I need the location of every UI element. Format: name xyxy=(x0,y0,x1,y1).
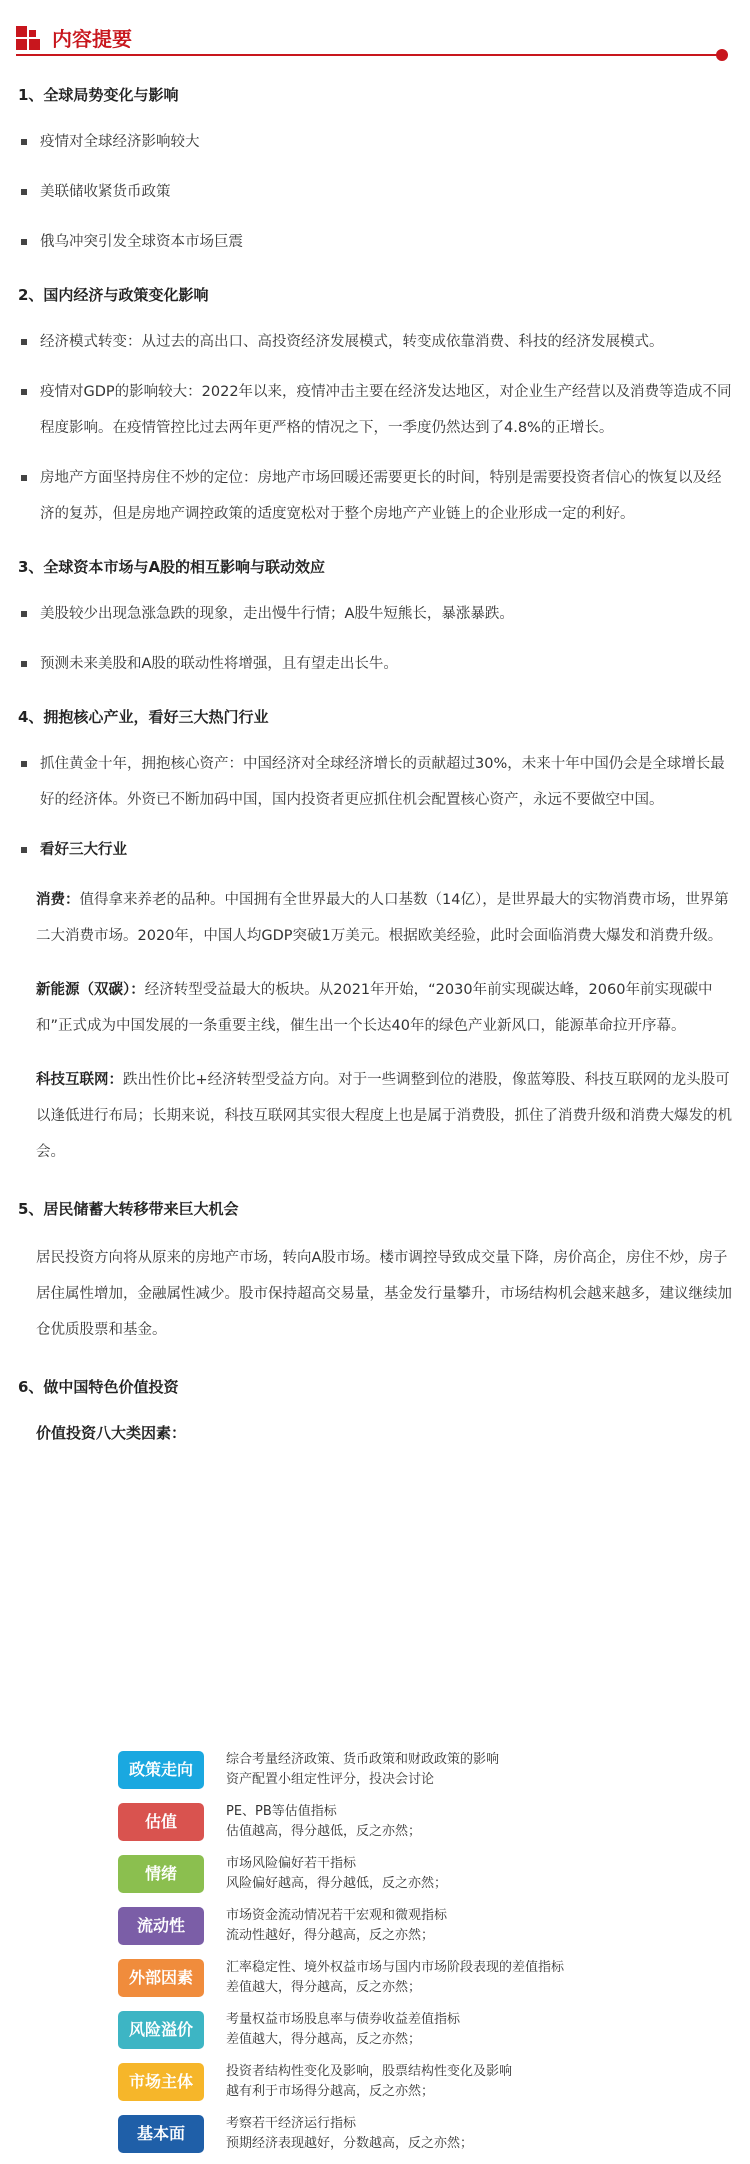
factor-line: 考量权益市场股息率与债券收益差值指标 xyxy=(226,2012,461,2027)
industry-label: 科技互联网： xyxy=(36,1072,123,1088)
page-title: 内容提要 xyxy=(52,27,132,51)
factor-description xyxy=(226,1802,676,1842)
header-divider xyxy=(16,54,722,56)
list-item xyxy=(18,460,732,532)
factor-line: PE、PB等估值指标 xyxy=(226,1804,337,1819)
factor-line: 估值越高，得分越低，反之亦然； xyxy=(226,1824,422,1839)
bullet-square-icon xyxy=(21,761,27,767)
industry-label: 消费： xyxy=(36,892,80,908)
bullet-square-icon xyxy=(21,611,27,617)
factor-row xyxy=(118,2008,678,2060)
list-item xyxy=(18,646,732,682)
factor-line: 市场风险偏好若干指标 xyxy=(226,1856,357,1871)
industry-text: 经济转型受益最大的板块。从2021年开始，“2030年前实现碳达峰，2060年前实现碳中和”正式成为中国发展的一条重要主线，催生出一个长达40年的绿色产业新风口，能源革命拉开序幕。 xyxy=(36,982,713,1034)
factor-row xyxy=(118,1852,678,1904)
factor-line: 考察若干经济运行指标 xyxy=(226,2116,357,2131)
divider-dot-icon xyxy=(716,49,728,61)
list-item xyxy=(18,224,732,260)
factor-badge: 情绪 xyxy=(118,1855,204,1893)
article-body xyxy=(18,66,732,1454)
factor-table xyxy=(118,1748,678,2164)
list-item-text: 俄乌冲突引发全球资本市场巨震 xyxy=(40,234,243,250)
factor-description xyxy=(226,2010,676,2050)
section-heading: 2、国内经济与政策变化影响 xyxy=(18,286,209,304)
list-item xyxy=(18,746,732,818)
list-item xyxy=(18,596,732,632)
industry-tech-internet xyxy=(18,1062,732,1170)
factor-line: 差值越大，得分越高，反之亦然； xyxy=(226,1980,422,1995)
factor-line: 投资者结构性变化及影响，股票结构性变化及影响 xyxy=(226,2064,513,2079)
list-item-text: 疫情对GDP的影响较大：2022年以来，疫情冲击主要在经济发达地区，对企业生产经营以及消费等造成不同程度影响。在疫情管控比过去两年更严格的情况之下，一季度仍然达到了4.8%的正增长。 xyxy=(40,384,732,436)
factor-badge: 外部因素 xyxy=(118,1959,204,1997)
industry-new-energy xyxy=(18,972,732,1044)
list-item-text: 美股较少出现急涨急跌的现象，走出慢牛行情；A股牛短熊长，暴涨暴跌。 xyxy=(40,606,514,622)
factor-description xyxy=(226,1906,676,1946)
factor-badge: 流动性 xyxy=(118,1907,204,1945)
section-heading: 6、做中国特色价值投资 xyxy=(18,1378,179,1396)
bullet-square-icon xyxy=(21,339,27,345)
logo-squares-icon xyxy=(16,26,42,50)
section-heading: 3、全球资本市场与A股的相互影响与联动效应 xyxy=(18,558,326,576)
list-item-text: 疫情对全球经济影响较大 xyxy=(40,134,200,150)
factor-line: 资产配置小组定性评分，投决会讨论 xyxy=(226,1772,435,1787)
list-item xyxy=(18,124,732,160)
list-item-text: 经济模式转变：从过去的高出口、高投资经济发展模式，转变成依靠消费、科技的经济发展模式。 xyxy=(40,334,664,350)
factor-row xyxy=(118,2112,678,2164)
factor-row xyxy=(118,1748,678,1800)
factor-line: 差值越大，得分越高，反之亦然； xyxy=(226,2032,422,2047)
bullet-square-icon xyxy=(21,239,27,245)
bullet-square-icon xyxy=(21,475,27,481)
summary-header xyxy=(16,20,734,60)
list-item xyxy=(18,324,732,360)
factor-badge: 市场主体 xyxy=(118,2063,204,2101)
factor-row xyxy=(118,1904,678,1956)
factor-line: 越有利于市场得分越高，反之亦然； xyxy=(226,2084,435,2099)
list-item-text: 房地产方面坚持房住不炒的定位：房地产市场回暖还需要更长的时间，特别是需要投资者信心的恢复以及经济的复苏，但是房地产调控政策的适度宽松对于整个房地产产业链上的企业形成一定的利好。 xyxy=(40,470,722,522)
list-item xyxy=(18,374,732,446)
bullet-square-icon xyxy=(21,847,27,853)
factor-line: 综合考量经济政策、货币政策和财政政策的影响 xyxy=(226,1752,500,1767)
factor-description xyxy=(226,2062,676,2102)
section-heading: 4、拥抱核心产业，看好三大热门行业 xyxy=(18,708,269,726)
factor-row xyxy=(118,1956,678,2008)
section-heading: 1、全球局势变化与影响 xyxy=(18,86,179,104)
industry-text: 值得拿来养老的品种。中国拥有全世界最大的人口基数（14亿），是世界最大的实物消费市场，世界第二大消费市场。2020年，中国人均GDP突破1万美元。根据欧美经验，此时会面临消费大爆发和消费升级。 xyxy=(36,892,729,944)
factor-line: 风险偏好越高，得分越低，反之亦然； xyxy=(226,1876,448,1891)
list-item-text: 抓住黄金十年，拥抱核心资产：中国经济对全球经济增长的贡献超过30%，未来十年中国仍会是全球增长最好的经济体。外资已不断加码中国，国内投资者更应抓住机会配置核心资产，永远不要做空中国。 xyxy=(40,756,725,808)
factor-badge: 估值 xyxy=(118,1803,204,1841)
list-item-text: 看好三大行业 xyxy=(40,842,127,858)
factor-row xyxy=(118,2060,678,2112)
factor-line: 预期经济表现越好，分数越高，反之亦然； xyxy=(226,2136,474,2151)
section-heading: 5、居民储蓄大转移带来巨大机会 xyxy=(18,1200,239,1218)
factor-description xyxy=(226,1854,676,1894)
factor-line: 流动性越好，得分越高，反之亦然； xyxy=(226,1928,435,1943)
bullet-square-icon xyxy=(21,661,27,667)
bullet-square-icon xyxy=(21,189,27,195)
factor-badge: 基本面 xyxy=(118,2115,204,2153)
factors-subheading: 价值投资八大类因素： xyxy=(36,1424,187,1442)
factor-line: 市场资金流动情况若干宏观和微观指标 xyxy=(226,1908,448,1923)
factor-badge: 政策走向 xyxy=(118,1751,204,1789)
list-item-text: 美联储收紧货币政策 xyxy=(40,184,171,200)
factor-description xyxy=(226,1958,676,1998)
industry-text: 跌出性价比+经济转型受益方向。对于一些调整到位的港股，像蓝筹股、科技互联网的龙头股可以逢低进行布局；长期来说，科技互联网其实很大程度上也是属于消费股，抓住了消费升级和消费大爆发的机会。 xyxy=(36,1072,732,1160)
factor-row xyxy=(118,1800,678,1852)
bullet-square-icon xyxy=(21,389,27,395)
industry-label: 新能源（双碳）： xyxy=(36,982,145,998)
bullet-square-icon xyxy=(21,139,27,145)
factor-description xyxy=(226,2114,676,2154)
list-item xyxy=(18,174,732,210)
list-item-text: 预测未来美股和A股的联动性将增强，且有望走出长牛。 xyxy=(40,656,398,672)
factor-badge: 风险溢价 xyxy=(118,2011,204,2049)
industry-consumption xyxy=(18,882,732,954)
factor-line: 汇率稳定性、境外权益市场与国内市场阶段表现的差值指标 xyxy=(226,1960,565,1975)
section-paragraph: 居民投资方向将从原来的房地产市场，转向A股市场。楼市调控导致成交量下降，房价高企，房住不炒，房子居住属性增加，金融属性减少。股市保持超高交易量，基金发行量攀升，市场结构机会越来越多，建议继续加仓优质股票和基金。 xyxy=(36,1250,732,1338)
list-item xyxy=(18,832,732,868)
factor-description xyxy=(226,1750,676,1790)
